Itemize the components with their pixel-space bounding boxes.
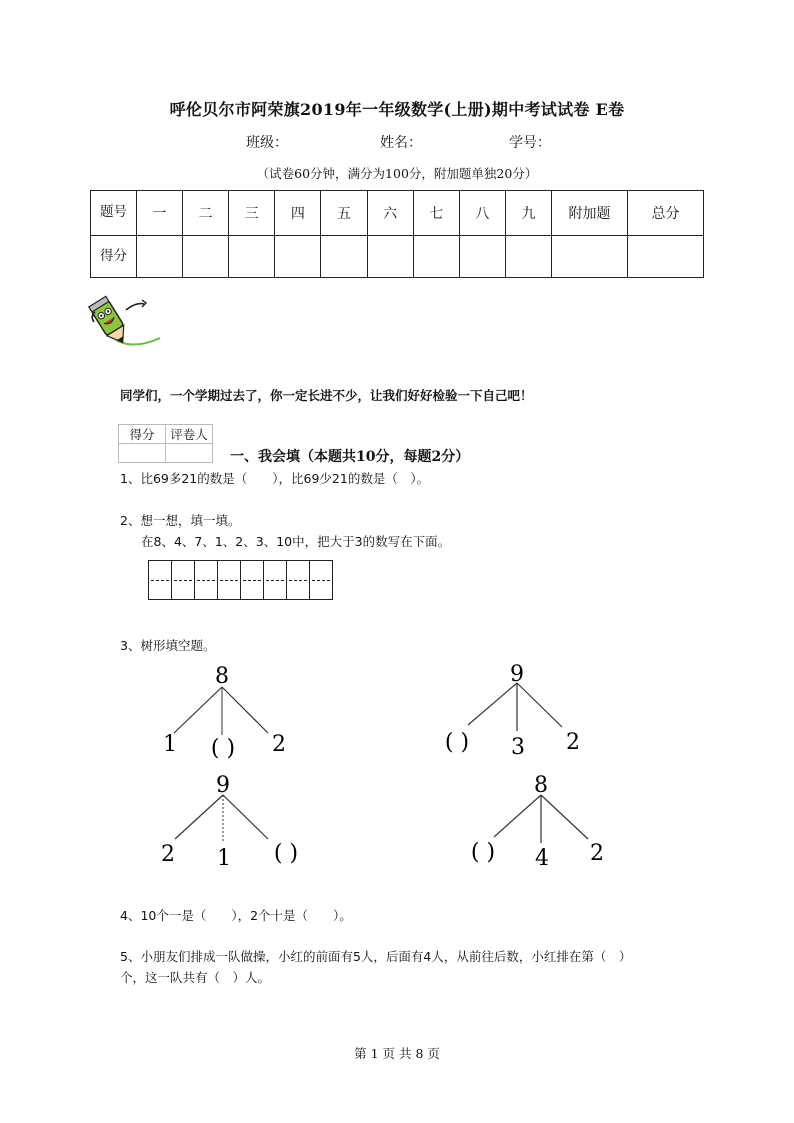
page-title: 呼伦贝尔市阿荣旗2019年一年级数学(上册)期中考试试卷 E卷 [169, 100, 625, 119]
question-4: 4、10个一是（ ），2个十是（ ）。 [120, 908, 352, 923]
tree-3-leaf-2: 1 [217, 846, 231, 871]
score-cell[interactable] [275, 235, 321, 277]
score-cell[interactable] [628, 235, 704, 277]
score-cell[interactable] [367, 235, 413, 277]
question-3-title: 3、树形填空题。 [120, 638, 216, 653]
tree-4-leaf-3: 2 [590, 841, 604, 866]
tree-3-leaf-1: 2 [161, 842, 175, 867]
grader-name-label: 评卷人 [166, 425, 213, 444]
greeting-text: 同学们，一个学期过去了，你一定长进不少，让我们好好检验一下自己吧！ [120, 388, 533, 403]
col-header: 附加题 [552, 191, 628, 236]
score-cell[interactable] [137, 235, 183, 277]
class-label: 班级： [246, 135, 288, 151]
name-label: 姓名： [380, 135, 422, 151]
score-table-header-row [91, 191, 704, 236]
tree-2-leaf-1[interactable]: ( ) [444, 730, 470, 755]
col-header: 六 [367, 191, 413, 236]
answer-box[interactable] [149, 560, 172, 600]
col-header: 一 [137, 191, 183, 236]
grader-score-label: 得分 [119, 425, 166, 444]
tree-4 [471, 773, 604, 871]
answer-box[interactable] [195, 560, 218, 600]
question-1: 1、比69多21的数是（ ），比69少21的数是（ ）。 [120, 471, 430, 486]
answer-boxes [148, 560, 333, 600]
grader-name-cell[interactable] [166, 444, 213, 463]
score-cell[interactable] [505, 235, 551, 277]
tree-1 [163, 664, 286, 761]
score-cell[interactable] [183, 235, 229, 277]
tree-2-top: 9 [510, 662, 524, 687]
tree-1-leaf-3: 2 [272, 732, 286, 757]
col-header: 七 [413, 191, 459, 236]
tree-4-top: 8 [534, 773, 548, 798]
question-2-title: 2、想一想，填一填。 [120, 513, 241, 528]
tree-1-top: 8 [215, 664, 229, 689]
col-header: 五 [321, 191, 367, 236]
answer-box[interactable] [264, 560, 287, 600]
col-header: 三 [229, 191, 275, 236]
col-header: 八 [459, 191, 505, 236]
tree-1-leaf-2[interactable]: ( ) [210, 736, 236, 761]
tree-3-leaf-3[interactable]: ( ) [273, 841, 299, 866]
exam-note: （试卷60分钟，满分为100分，附加题单独20分） [256, 166, 538, 181]
score-cell[interactable] [552, 235, 628, 277]
grader-score-cell[interactable] [119, 444, 166, 463]
tree-4-leaf-1[interactable]: ( ) [470, 840, 496, 865]
answer-box[interactable] [241, 560, 264, 600]
col-header: 总分 [628, 191, 704, 236]
tree-2-leaf-3: 2 [566, 730, 580, 755]
pencil-mascot-icon [86, 292, 164, 352]
question-5-line-1: 5、小朋友们排成一队做操，小红的前面有5人，后面有4人，从前往后数，小红排在第（ ） [120, 949, 632, 964]
tree-1-leaf-1: 1 [163, 732, 177, 757]
section-title: 一、我会填（本题共10分，每题2分） [230, 449, 470, 465]
score-cell[interactable] [321, 235, 367, 277]
score-table [90, 190, 704, 278]
tree-diagrams [0, 655, 794, 875]
row-label-question-no: 题号 [91, 191, 137, 236]
student-no-label: 学号： [509, 135, 551, 151]
tree-4-leaf-2: 4 [535, 846, 549, 871]
score-cell[interactable] [229, 235, 275, 277]
tree-2-leaf-2: 3 [511, 735, 525, 760]
page-footer: 第 1 页 共 8 页 [354, 1046, 440, 1061]
grader-box [118, 424, 213, 463]
score-table-score-row [91, 235, 704, 277]
row-label-score: 得分 [91, 235, 137, 277]
col-header: 九 [505, 191, 551, 236]
question-5-line-2: 个，这一队共有（ ）人。 [120, 970, 271, 985]
tree-2 [445, 662, 580, 760]
question-2-body: 在8、4、7、1、2、3、10中，把大于3的数写在下面。 [141, 534, 451, 549]
answer-box[interactable] [310, 560, 333, 600]
score-cell[interactable] [459, 235, 505, 277]
answer-box[interactable] [218, 560, 241, 600]
tree-3-top: 9 [216, 773, 230, 798]
col-header: 二 [183, 191, 229, 236]
score-cell[interactable] [413, 235, 459, 277]
answer-box[interactable] [172, 560, 195, 600]
col-header: 四 [275, 191, 321, 236]
tree-3 [161, 773, 298, 871]
answer-box[interactable] [287, 560, 310, 600]
